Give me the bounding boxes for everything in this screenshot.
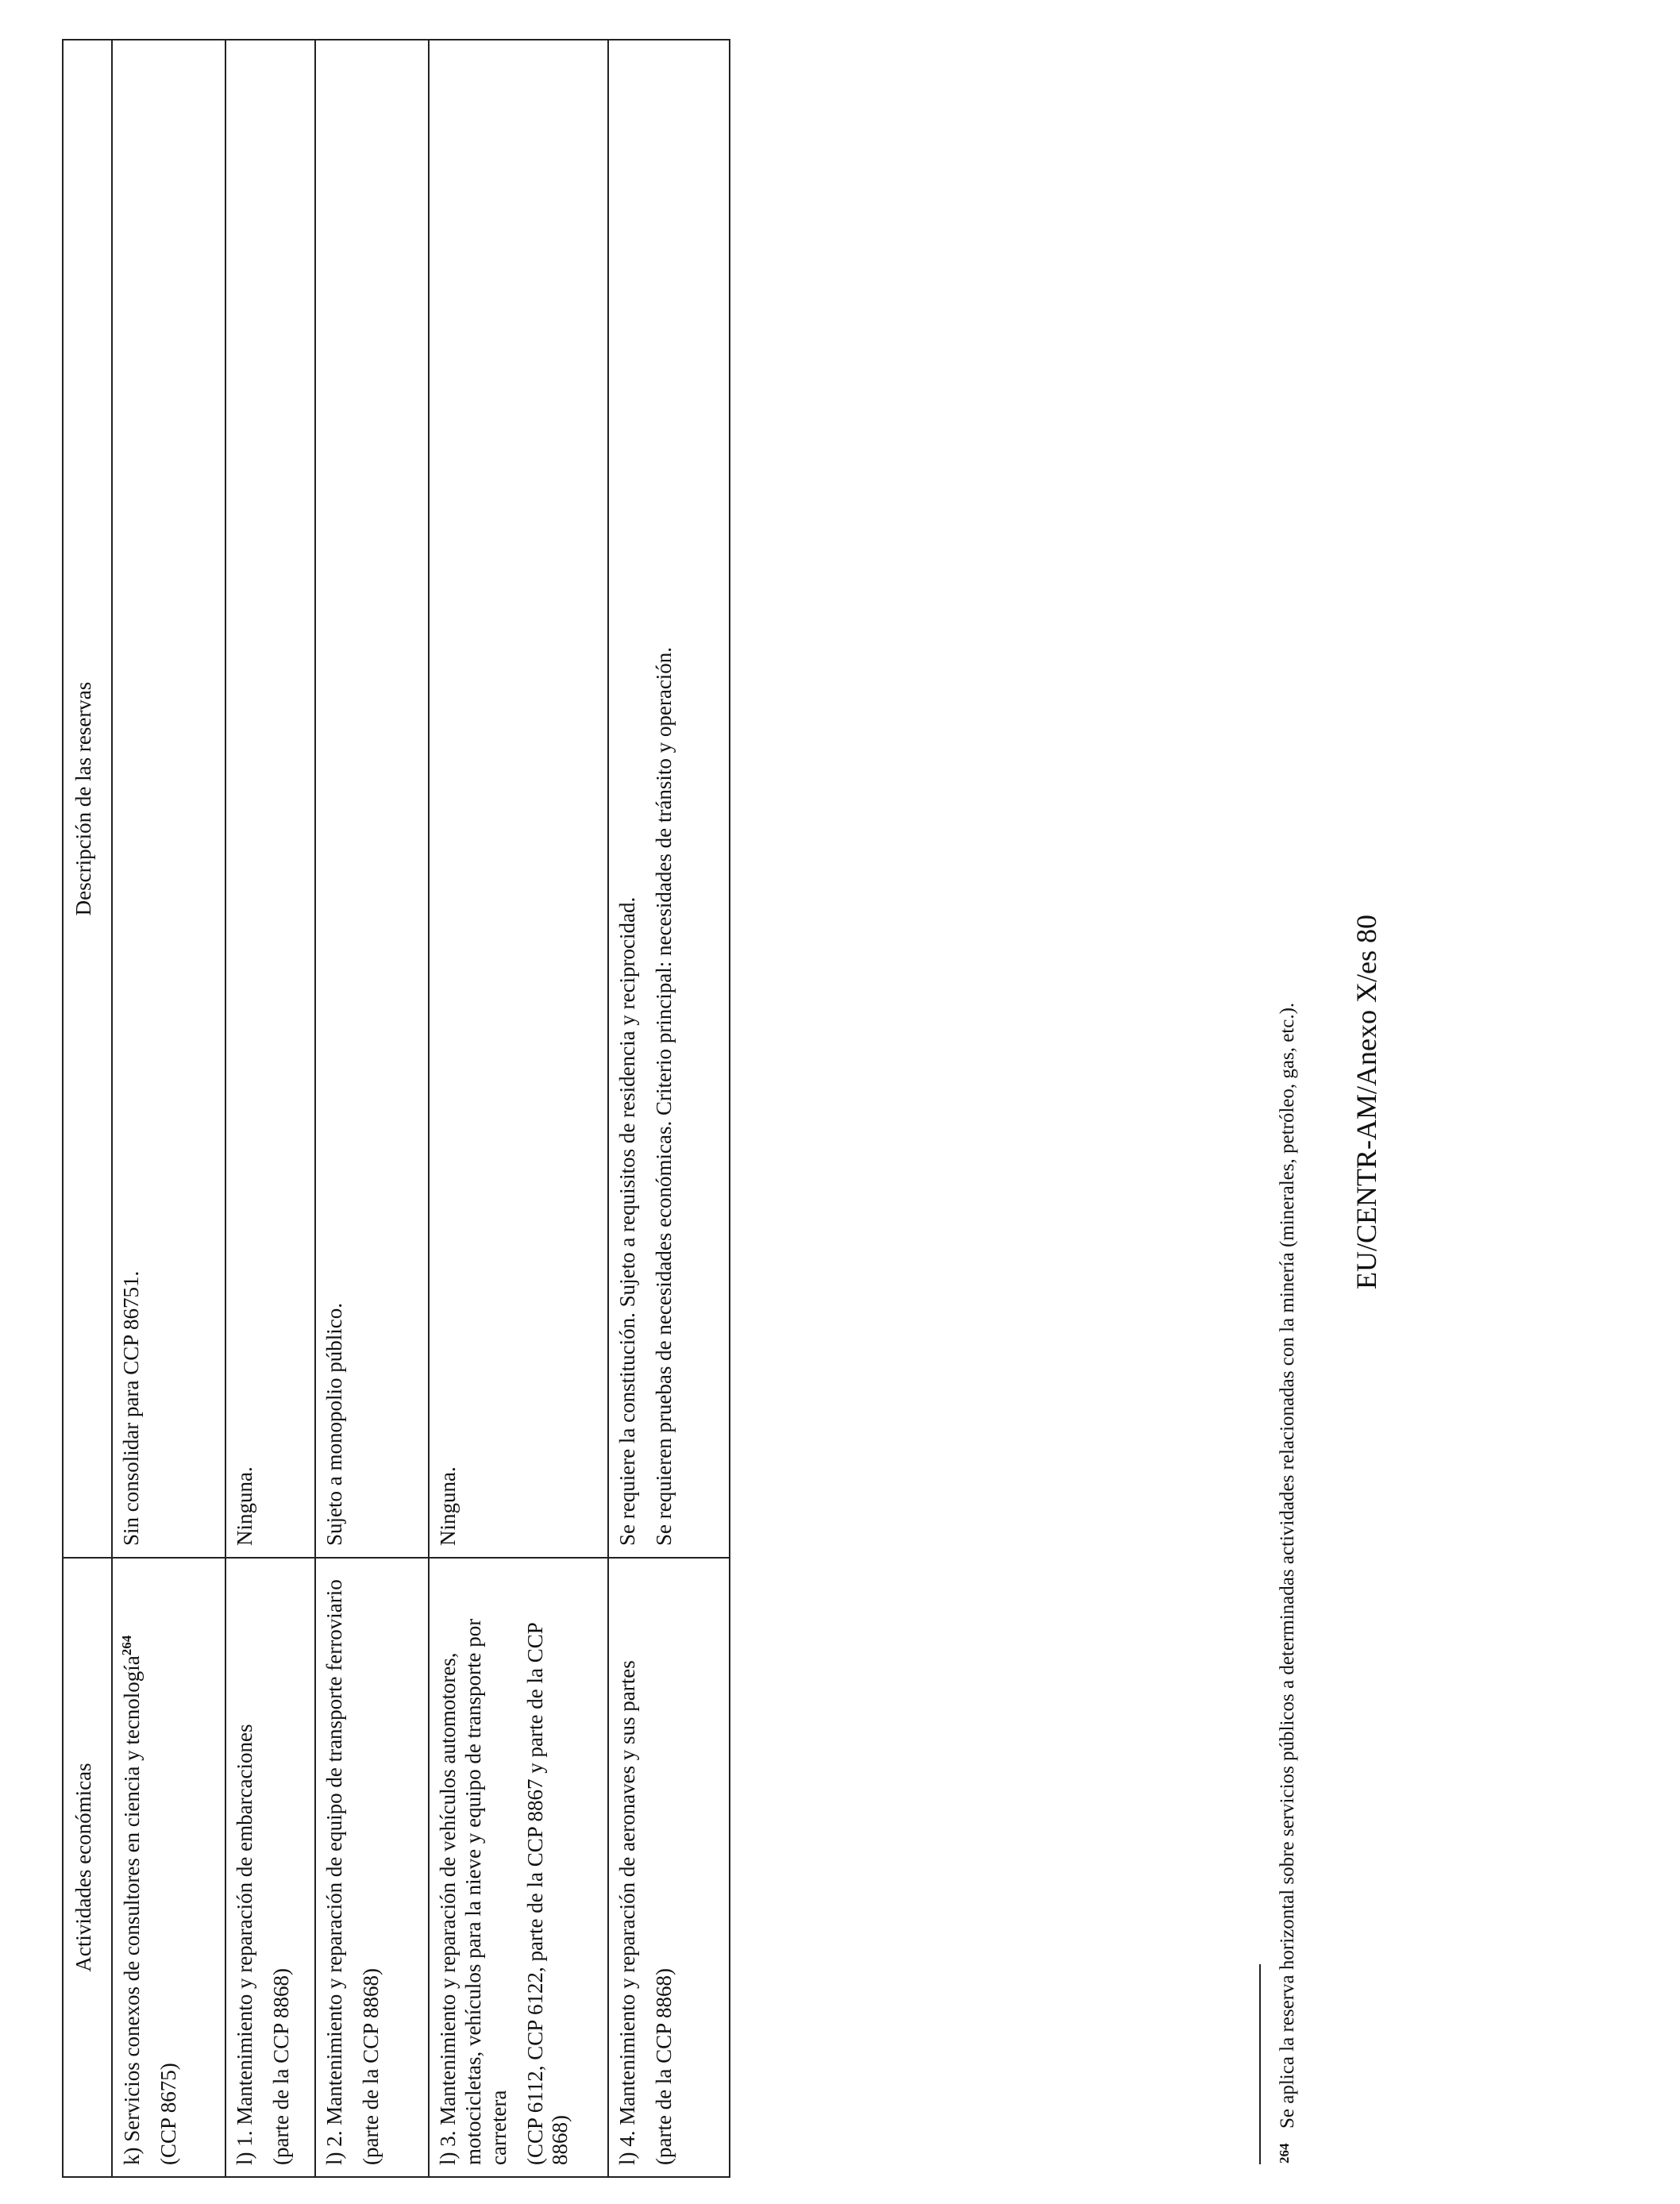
description-cell — [112, 40, 225, 1558]
table-header-row — [63, 40, 112, 2177]
activity-code: (parte de la CCP 8868) — [651, 1968, 676, 2165]
activity-code: (parte de la CCP 8868) — [358, 1968, 383, 2165]
activity-text: k) Servicios conexos de consultores en ciencia y tecnología — [120, 1655, 144, 2165]
activity-text: l) 2. Mantenimiento y reparación de equipo de transporte ferroviario — [322, 1579, 346, 2165]
header-activities: Actividades económicas — [63, 1558, 112, 2177]
activity-cell — [429, 1558, 608, 2177]
description-text: Se requiere la constitución. Sujeto a requisitos de residencia y reciprocidad. — [615, 896, 639, 1546]
description-text: Ninguna. — [436, 1466, 460, 1546]
footnote-ref: 264 — [119, 1635, 134, 1656]
footnote-number: 264 — [1277, 2143, 1292, 2164]
table-row — [112, 40, 225, 2177]
header-description: Descripción de las reservas — [63, 40, 112, 1558]
activity-cell — [225, 1558, 315, 2177]
description-text: Sin consolidar para CCP 86751. — [119, 1270, 143, 1546]
activity-text: l) 1. Mantenimiento y reparación de embarcaciones — [233, 1724, 256, 2165]
description-text: Sujeto a monopolio público. — [322, 1303, 346, 1546]
footnote — [1277, 1003, 1299, 2178]
table-row — [315, 40, 429, 2177]
activity-code: (CCP 8675) — [156, 2063, 180, 2165]
footnote-separator — [1259, 1964, 1261, 2164]
description-cell — [315, 40, 429, 1558]
footnote-text: Se aplica la reserva horizontal sobre servicios públicos a determinadas actividades relacionadas con la minería (minerales, petróleo, gas, etc.). — [1277, 1002, 1298, 2129]
table-row — [429, 40, 608, 2177]
activity-text: l) 3. Mantenimiento y reparación de vehículos automotores, motocicletas, vehículos para la nieve y equipo de transporte por carretera — [436, 1618, 511, 2165]
reservations-table — [62, 39, 730, 2178]
description-cell — [608, 40, 730, 1558]
activity-cell — [608, 1558, 730, 2177]
activity-code: (parte de la CCP 8868) — [268, 1968, 293, 2165]
activity-code: (CCP 6112, CCP 6122, parte de la CCP 8867 y parte de la CCP 8868) — [522, 1623, 572, 2165]
document-reference: EU/CENTR-AM/Anexo X/es 80 — [1351, 915, 1382, 1289]
table-row — [608, 40, 730, 2177]
description-text: Ninguna. — [233, 1466, 256, 1546]
activity-text: l) 4. Mantenimiento y reparación de aeronaves y sus partes — [615, 1660, 639, 2165]
description-text: Se requieren pruebas de necesidades económicas. Criterio principal: necesidades de tránsito y operación. — [651, 646, 676, 1546]
table-row — [225, 40, 315, 2177]
activity-cell — [315, 1558, 429, 2177]
description-cell — [429, 40, 608, 1558]
activity-cell — [112, 1558, 225, 2177]
description-cell — [225, 40, 315, 1558]
